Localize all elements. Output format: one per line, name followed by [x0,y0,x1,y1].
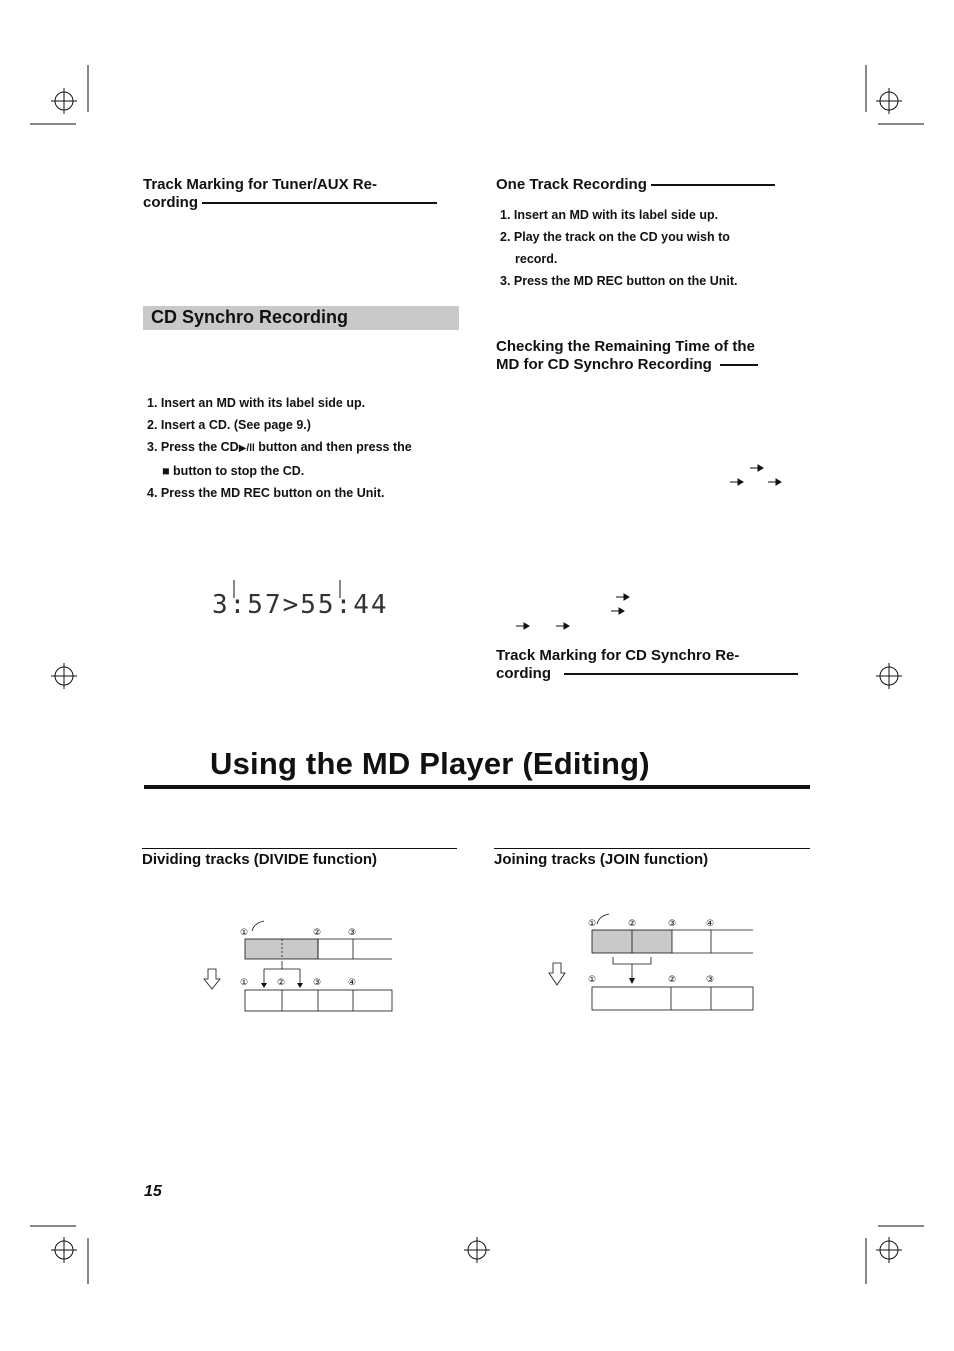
step-1: 1. Insert an MD with its label side up. [500,208,719,222]
cd-synchro-banner: CD Synchro Recording [143,306,459,330]
divide-bottom-label-1: ① [240,978,249,988]
join-diagram [545,908,760,1018]
join-top-label-4: ④ [706,919,715,929]
divide-top-label-2: ② [313,928,322,938]
heading-line-2: cording [143,194,453,212]
stop-square-icon: ■ [162,464,170,478]
step-3: 3. Press the MD REC button on the Unit. [500,274,738,288]
step-4: 4. Press the MD REC button on the Unit. [147,486,385,500]
join-bottom-label-3: ③ [706,975,715,985]
heading-join: Joining tracks (JOIN function) [494,851,709,868]
heading-rule [202,202,437,204]
join-top-label-1: ① [588,919,597,929]
heading-line-2: MD for CD Synchro Recording [496,356,816,374]
heading-track-marking-tuner [143,176,453,212]
heading-rule [564,673,798,675]
heading-remaining-time [496,338,816,374]
heading-line-2: cording [496,665,816,683]
sequence-arrows [500,460,810,630]
heading-line-1: Checking the Remaining Time of the [496,338,755,355]
step-3: 3. Press the CD▶/ll button and then press the ■ button to stop the CD. [147,440,412,478]
lcd-display-readout: 3:57>55:44 [212,590,389,620]
divide-bottom-label-4: ④ [348,978,357,988]
step-2: 2. Insert a CD. (See page 9.) [147,418,311,432]
join-bottom-label-2: ② [668,975,677,985]
one-track-steps [500,208,810,296]
heading-one-track-recording: One Track Recording [496,176,810,194]
down-arrow-icon [549,963,565,985]
down-arrow-icon [204,969,220,989]
divide-rule [142,848,457,849]
join-rule [494,848,810,849]
heading-rule [720,364,758,366]
join-bottom-label-1: ① [588,975,597,985]
section-title-underline [144,785,810,789]
divide-top-label-3: ③ [348,928,357,938]
divide-bottom-label-3: ③ [313,978,322,988]
page-section-title: Using the MD Player (Editing) [210,746,650,781]
divide-diagram [200,915,400,1015]
step-1: 1. Insert an MD with its label side up. [147,396,366,410]
join-top-label-2: ② [628,919,637,929]
heading-line-1: Track Marking for CD Synchro Re- [496,647,740,664]
heading-rule [651,184,775,186]
cd-synchro-steps [147,396,459,508]
heading-track-marking-cd [496,647,816,683]
divide-top-label-1: ① [240,928,249,938]
divide-bottom-label-2: ② [277,978,286,988]
page-number: 15 [144,1183,162,1200]
step-2: 2. Play the track on the CD you wish to record. [500,230,730,266]
play-pause-icon: ▶/ll [238,443,255,454]
heading-line-1: Track Marking for Tuner/AUX Re- [143,176,377,193]
heading-divide: Dividing tracks (DIVIDE function) [142,851,378,868]
join-top-label-3: ③ [668,919,677,929]
